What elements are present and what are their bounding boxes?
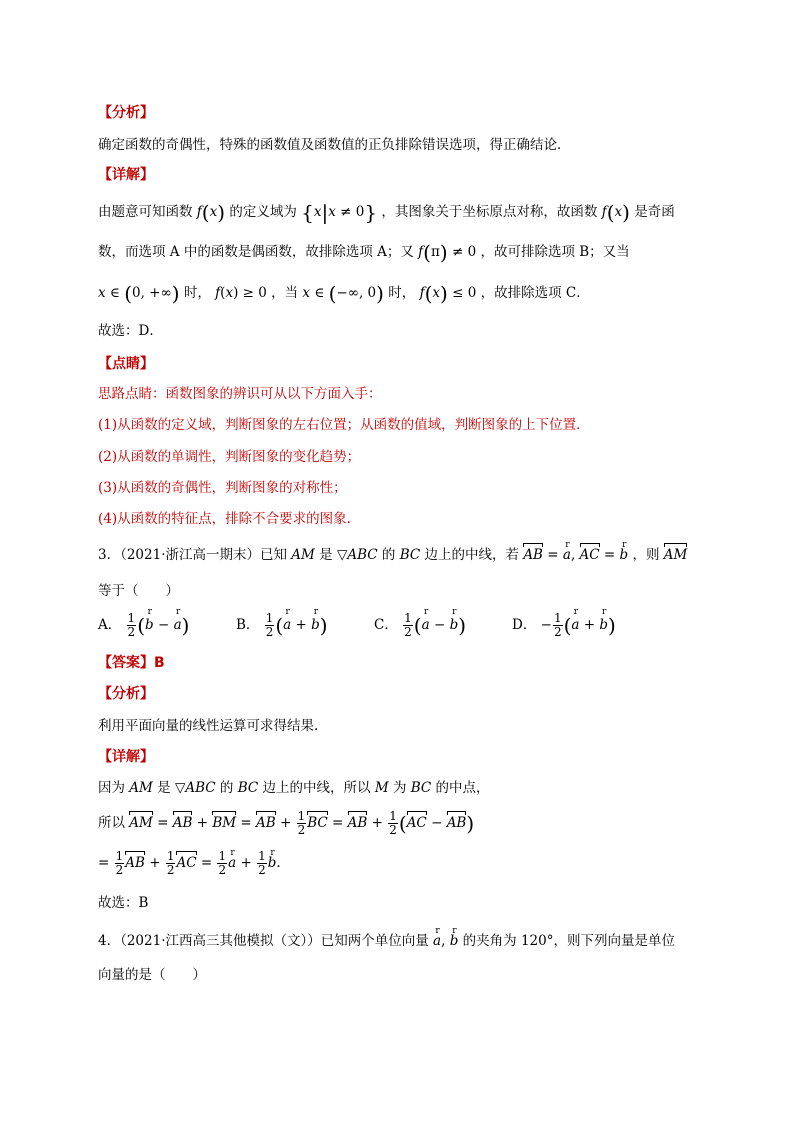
analysis-heading: 【分析】 [98, 105, 154, 121]
tip-line-1: (1)从函数的定义域，判断图象的左右位置；从函数的值域，判断图象的上下位置． [98, 417, 590, 433]
q3-analysis-text: 利用平面向量的线性运算可求得结果. [98, 718, 319, 734]
text: 3．（2021·浙江高一期末）已知 [98, 547, 287, 563]
math: ) [622, 200, 630, 225]
math: f [196, 204, 202, 220]
q3-detail-heading: 【详解】 [98, 749, 154, 765]
text: 的 [219, 780, 234, 796]
text: 是 [319, 547, 333, 563]
vector-a: r a [563, 546, 571, 564]
text: ，故排除选项 C． [480, 285, 590, 301]
math: x [614, 204, 623, 220]
math: } [364, 200, 378, 225]
option-label: D． [512, 617, 537, 633]
text: 的中点， [435, 780, 490, 796]
text: ，其图象关于坐标原点对称，故函数 [381, 204, 598, 220]
text: ，则 [632, 547, 660, 563]
q4-stem: 4．（2021·江西高三其他模拟（文））已知两个单位向量 r a, r b 的夹角为 120°，则下列向量是单位 [98, 932, 675, 950]
fraction: $\frac{1}{2}$ [404, 611, 412, 639]
math: x [98, 285, 106, 301]
math: | [321, 200, 329, 225]
text: 4．（2021·江西高三其他模拟（文））已知两个单位向量 [98, 933, 429, 949]
math: BC [399, 547, 421, 563]
q3-stem-2: 等于（ ） [98, 583, 179, 599]
math: ) [376, 281, 384, 306]
detail-line-3: x ∈ (0, +∞) 时， f(x) ≥ 0 ，当 x ∈ (−∞, 0) 时， f(x) ≤ 0 ，故排除选项 C． [98, 281, 590, 306]
text: 时， [388, 285, 416, 301]
math: ▽ABC [336, 547, 378, 563]
math: ( [606, 200, 615, 225]
vector-ac: AC [579, 547, 600, 563]
text: 由题意可知函数 [98, 204, 193, 220]
math: x [302, 285, 311, 301]
text: 的夹角为 [462, 933, 517, 949]
math: f [419, 285, 425, 301]
math: x [313, 204, 322, 220]
text: 边上的中线，所以 [262, 780, 371, 796]
math: M [374, 780, 389, 796]
option-c[interactable]: C． $\frac{1}{2}$ (r a − r b) [374, 612, 466, 639]
vector-am: AM [663, 547, 688, 563]
vector-b: r b [450, 932, 459, 950]
tip-line-4: (4)从函数的特征点，排除不合要求的图象. [98, 511, 351, 527]
text: 边上的中线，若 [424, 547, 520, 563]
math: BC [237, 780, 259, 796]
math: f [601, 204, 607, 220]
tip-heading: 【点睛】 [98, 356, 154, 372]
math: ( [124, 281, 133, 306]
analysis-text: 确定函数的奇偶性，特殊的函数值及函数值的正负排除错误选项，得正确结论． [98, 137, 571, 153]
math: ) [217, 200, 226, 225]
math: x [432, 285, 440, 301]
tip-line-0: 思路点睛：函数图象的辨识可从以下方面入手： [98, 386, 382, 402]
text: 数，而选项 A 中的函数是偶函数，故排除选项 A；又 [98, 244, 414, 260]
fraction: $\frac{1}{2}$ [127, 611, 136, 639]
math: ▽ABC [174, 780, 216, 796]
answer-d: 故选：D． [98, 323, 163, 339]
q3-stem: 3．（2021·浙江高一期末）已知 AM 是 ▽ABC 的 BC 边上的中线，若 AB = r a, AC = r b ，则 AM [98, 546, 687, 564]
math: ( [424, 281, 433, 306]
option-a[interactable]: A． $\frac{1}{2}$ (r b − r a) [98, 612, 189, 639]
q3-detail-line-2: 所以 AM = AB + BM = AB + $\frac{1}{2}$ BC = AB + $\frac{1}{2}$ (AC − AB) [98, 809, 475, 837]
math: ) [171, 281, 180, 306]
option-label: B． [236, 617, 260, 633]
q3-detail-line-3: = $\frac{1}{2}$ AB + $\frac{1}{2}$ AC = $\frac{1}{2}$ r a + $\frac{1}{2}$ r b. [98, 850, 281, 877]
text: 所以 [98, 815, 125, 831]
math: ( [328, 281, 337, 306]
q3-analysis-heading: 【分析】 [98, 686, 154, 702]
tip-line-3: (3)从函数的奇偶性，判断图象的对称性； [98, 480, 347, 496]
math: ( [201, 200, 210, 225]
text: 因为 [98, 780, 125, 796]
vector-a: r a [433, 932, 441, 950]
math: ) [439, 240, 448, 265]
detail-heading: 【详解】 [98, 167, 154, 183]
math: BC [410, 780, 432, 796]
math: f [418, 244, 424, 260]
math: AM [291, 547, 315, 563]
vector-ab: AB [523, 547, 543, 563]
option-label: A． [98, 617, 122, 633]
math: x [225, 285, 234, 301]
math: ( [423, 240, 431, 265]
option-d[interactable]: D． − $\frac{1}{2}$ (r a + r b) [512, 612, 616, 639]
vector-b: r b [620, 546, 629, 564]
q3-final: 故选：B [98, 895, 149, 911]
math: x [328, 204, 336, 220]
math: ) [440, 281, 448, 306]
text: ，故可排除选项 B；又当 [480, 244, 630, 260]
text: 为 [392, 780, 407, 796]
math: x [209, 204, 218, 220]
text: ，则下列向量是单位 [553, 933, 675, 949]
math: f [215, 285, 221, 301]
text: 是奇函 [634, 204, 675, 220]
option-label: C． [374, 617, 398, 633]
detail-line-1: 由题意可知函数 f(x) 的定义域为 {x|x ≠ 0} ，其图象关于坐标原点对称，故函数 f(x) 是奇函 [98, 200, 675, 225]
fraction: $\frac{1}{2}$ [553, 611, 562, 639]
angle: 120° [520, 933, 554, 949]
q3-detail-line-1 [98, 779, 490, 797]
text: ，当 [271, 285, 299, 301]
option-b[interactable]: B． $\frac{1}{2}$ (r a + r b) [236, 612, 328, 639]
fraction: $\frac{1}{2}$ [265, 611, 274, 639]
text: 时， [183, 285, 211, 301]
detail-line-2: 数，而选项 A 中的函数是偶函数，故排除选项 A；又 f(π) ≠ 0 ，故可排除选项 B；又当 [98, 240, 630, 265]
math: AM [129, 780, 153, 796]
tip-line-2: (2)从函数的单调性，判断图象的变化趋势； [98, 449, 361, 465]
text: 的 [381, 547, 396, 563]
text: 的定义域为 [229, 204, 297, 220]
q4-stem-2: 向量的是（ ） [98, 967, 206, 983]
text: 是 [157, 780, 171, 796]
math: { [301, 200, 314, 225]
q3-answer: 【答案】B [98, 655, 165, 671]
vector-am: AM [129, 815, 153, 831]
